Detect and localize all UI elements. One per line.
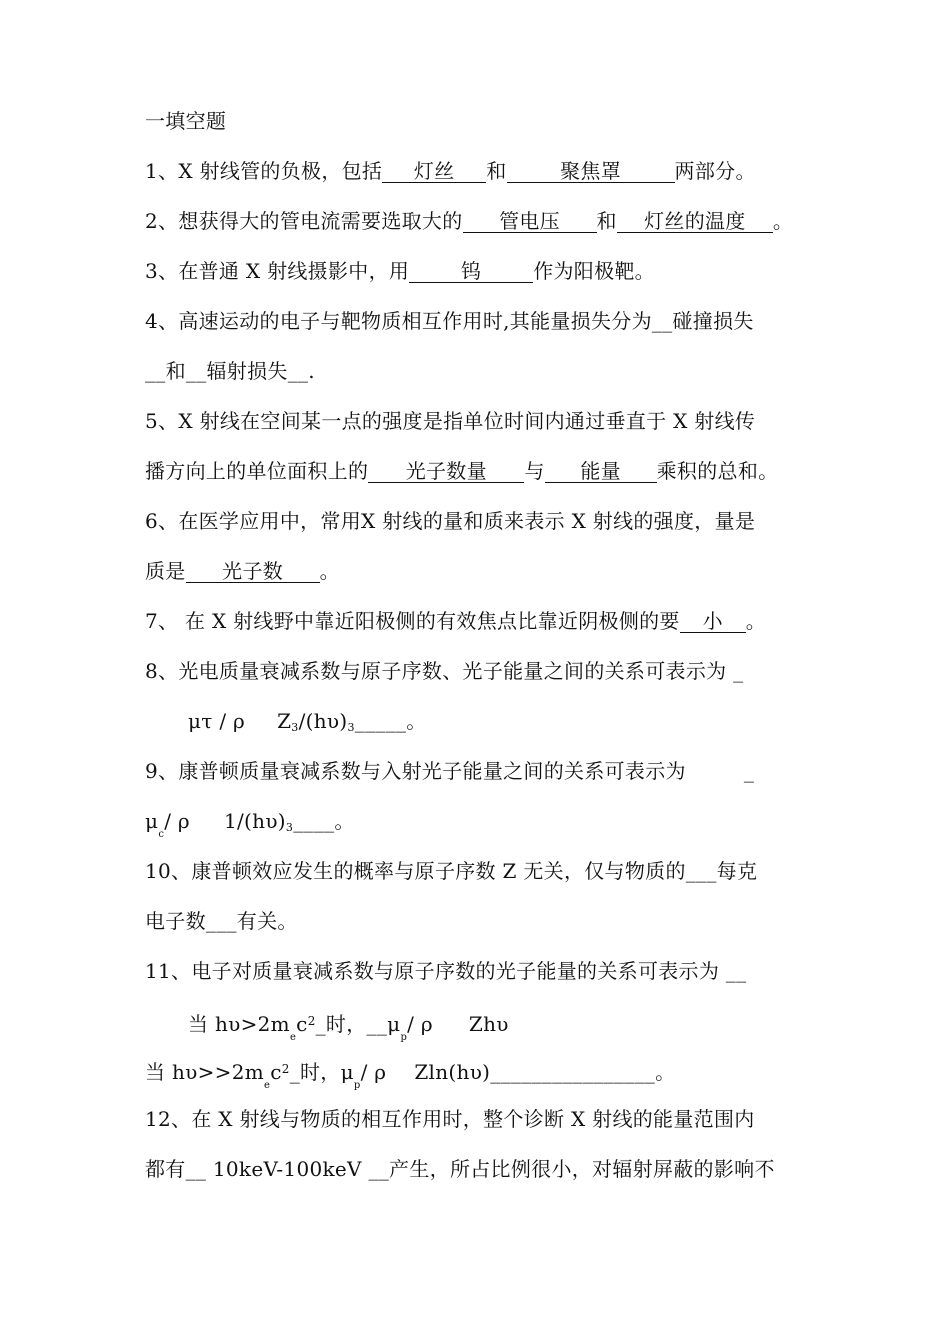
question-12-line-2: 都有__ 10keV-100keV __产生，所占比例很小，对辐射屏蔽的影响不 — [145, 1157, 775, 1181]
answer-blank: 管电压 — [463, 210, 597, 233]
question-7: 7、 在 X 射线野中靠近阳极侧的有效焦点比靠近阴极侧的要 小 。 — [145, 609, 767, 633]
question-6-line-1: 6、在医学应用中，常用X 射线的量和质来表示 X 射线的强度，量是 — [145, 509, 756, 533]
answer-blank: 能量 — [545, 460, 657, 483]
question-12-line-1: 12、在 X 射线与物质的相互作用时，整个诊断 X 射线的能量范围内 — [145, 1107, 755, 1131]
question-5-line-1: 5、X 射线在空间某一点的强度是指单位时间内通过垂直于 X 射线传 — [145, 409, 756, 433]
answer-blank: 光子数 — [186, 560, 320, 583]
question-6-line-2: 质是 光子数 。 — [145, 559, 340, 583]
question-11-line-1: 11、电子对质量衰减系数与原子序数的光子能量的关系可表示为 __ — [145, 959, 747, 983]
question-3: 3、在普通 X 射线摄影中，用 钨 作为阳极靶。 — [145, 259, 655, 283]
question-4-line-2: __和__辐射损失__. — [145, 359, 315, 383]
answer-blank: 小 — [680, 610, 746, 633]
answer-blank: 聚焦罩 — [507, 160, 675, 183]
answer-blank: 灯丝的温度 — [617, 210, 773, 233]
answer-blank: 光子数量 — [368, 460, 524, 483]
question-11-formula-1: 当 $h\upsilon>2m_ec^2\_$时，$\_\_\mu_p/$ ρ Zhυ — [188, 1012, 509, 1043]
answer-blank: 钨 — [409, 260, 533, 283]
question-1: 1、X 射线管的负极，包括 灯丝 和 聚焦罩 两部分。 — [145, 159, 756, 183]
question-4-line-1: 4、高速运动的电子与靶物质相互作用时,其能量损失分为__碰撞损失 — [145, 309, 754, 333]
section-heading: 一填空题 — [145, 109, 227, 133]
question-11-formula-2: 当 $h\upsilon>>2m_ec^2\_$时，$\mu_p/$ ρ Zln(hυ)________________。 — [145, 1060, 676, 1091]
question-8-line-1: 8、光电质量衰减系数与原子序数、光子能量之间的关系可表示为 _ — [145, 659, 744, 683]
answer-blank: 灯丝 — [382, 160, 486, 183]
question-9-formula: $\mu_c/$ ρ 1/(hυ)3____。 — [145, 809, 355, 840]
question-10-line-2: 电子数___有关。 — [145, 909, 298, 933]
question-2: 2、想获得大的管电流需要选取大的 管电压 和 灯丝的温度 。 — [145, 209, 794, 233]
question-8-formula: μτ / ρ Z3/(hυ)3_____。 — [188, 709, 427, 734]
question-10-line-1: 10、康普顿效应发生的概率与原子序数 Z 无关，仅与物质的___每克 — [145, 859, 758, 883]
question-9-line-1: 9、康普顿质量衰减系数与入射光子能量之间的关系可表示为 _ — [145, 759, 755, 783]
question-5-line-2: 播方向上的单位面积上的 光子数量 与 能量 乘积的总和。 — [145, 459, 779, 483]
